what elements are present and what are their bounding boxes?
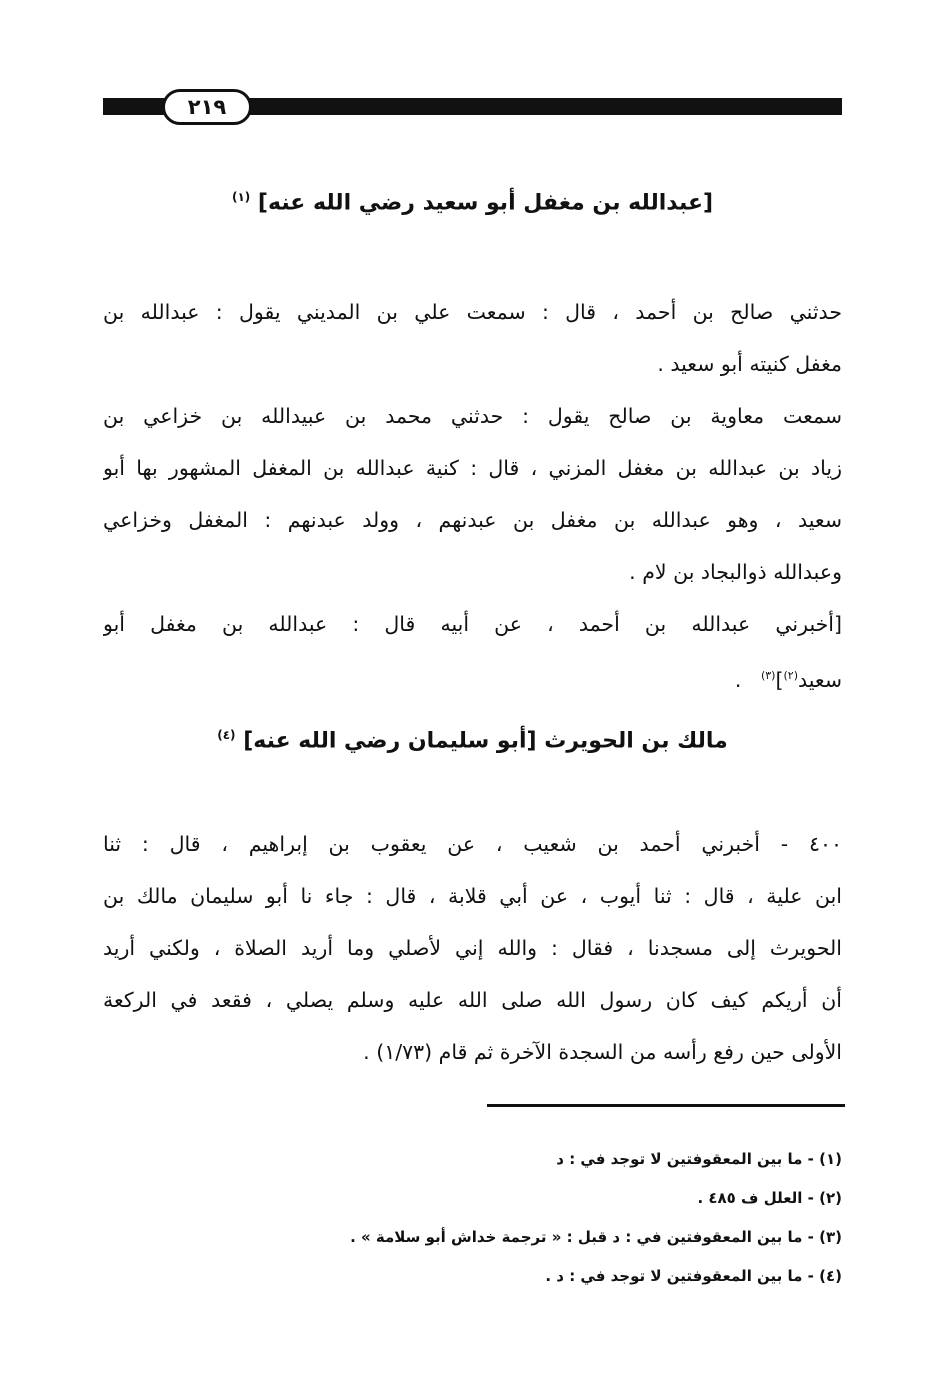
text-line: سمعت معاوية بن صالح يقول : حدثني محمد بن عبيدالله بن خزاعي بن (103, 404, 842, 428)
footnote-marker: (١) (231, 190, 251, 204)
paragraph (103, 286, 842, 390)
text-line: زياد بن عبدالله بن مغفل المزني ، قال : كنية عبدالله بن المغفل المشهور بها أبو (103, 456, 842, 480)
text-line: حدثني صالح بن أحمد ، قال : سمعت علي بن المديني يقول : عبدالله بن (103, 300, 842, 324)
text-line: ابن علية ، قال : ثنا أيوب ، عن أبي قلابة ، قال : جاء نا أبو سليمان مالك بن (103, 884, 842, 908)
text-line: وعبدالله ذوالبجاد بن لام . (629, 560, 842, 584)
footnotes (103, 1140, 842, 1296)
text-line: سعيد ، وهو عبدالله بن مغفل بن عبدنهم ، وولد عبدنهم : المغفل وخزاعي (103, 508, 842, 532)
heading-text: [عبدالله بن مغفل أبو سعيد رضي الله عنه] (257, 190, 714, 216)
text-line: الأولى حين رفع رأسه من السجدة الآخرة ثم قام (١/٧٣) . (363, 1040, 842, 1064)
footnote-marker: (٤) (217, 728, 236, 742)
text-line: ٤٠٠ - أخبرني أحمد بن شعيب ، عن يعقوب بن إبراهيم ، قال : ثنا (103, 832, 842, 856)
header-rule-right (240, 98, 842, 115)
section-heading-1 (103, 190, 842, 215)
page-number: ٢١٩ (162, 89, 252, 125)
heading-text: مالك بن الحويرث [أبو سليمان رضي الله عنه] (243, 728, 728, 754)
period: . (734, 667, 742, 692)
paragraph (103, 818, 842, 1078)
paragraph (103, 598, 842, 706)
section-heading-2 (103, 728, 842, 753)
footnote: (١) - ما بين المعقوفتين لا توجد في : د (556, 1150, 842, 1168)
text-line (103, 650, 842, 706)
paragraph (103, 390, 842, 598)
footnote: (٤) - ما بين المعقوفتين لا توجد في : د . (545, 1267, 842, 1285)
footnote-separator (487, 1104, 845, 1107)
text-line: [أخبرني عبدالله بن أحمد ، عن أبيه قال : عبدالله بن مغفل أبو (103, 612, 842, 636)
footnote-marker: (٢) (783, 669, 798, 682)
bracket: ] (775, 667, 784, 692)
footnote: (٢) - العلل ف ٤٨٥ . (697, 1189, 842, 1207)
footnote: (٣) - ما بين المعقوفتين في : د قبل : « ترجمة خداش أبو سلامة » . (350, 1228, 842, 1246)
text-line: الحويرث إلى مسجدنا ، فقال : والله إني لأصلي وما أريد الصلاة ، ولكني أريد (103, 936, 842, 960)
text-line: أن أريكم كيف كان رسول الله صلى الله عليه وسلم يصلي ، فقعد في الركعة (103, 988, 842, 1012)
footnote-marker: (٣) (760, 669, 776, 682)
text-line: مغفل كنيته أبو سعيد . (657, 352, 842, 376)
word: سعيد (797, 667, 842, 692)
